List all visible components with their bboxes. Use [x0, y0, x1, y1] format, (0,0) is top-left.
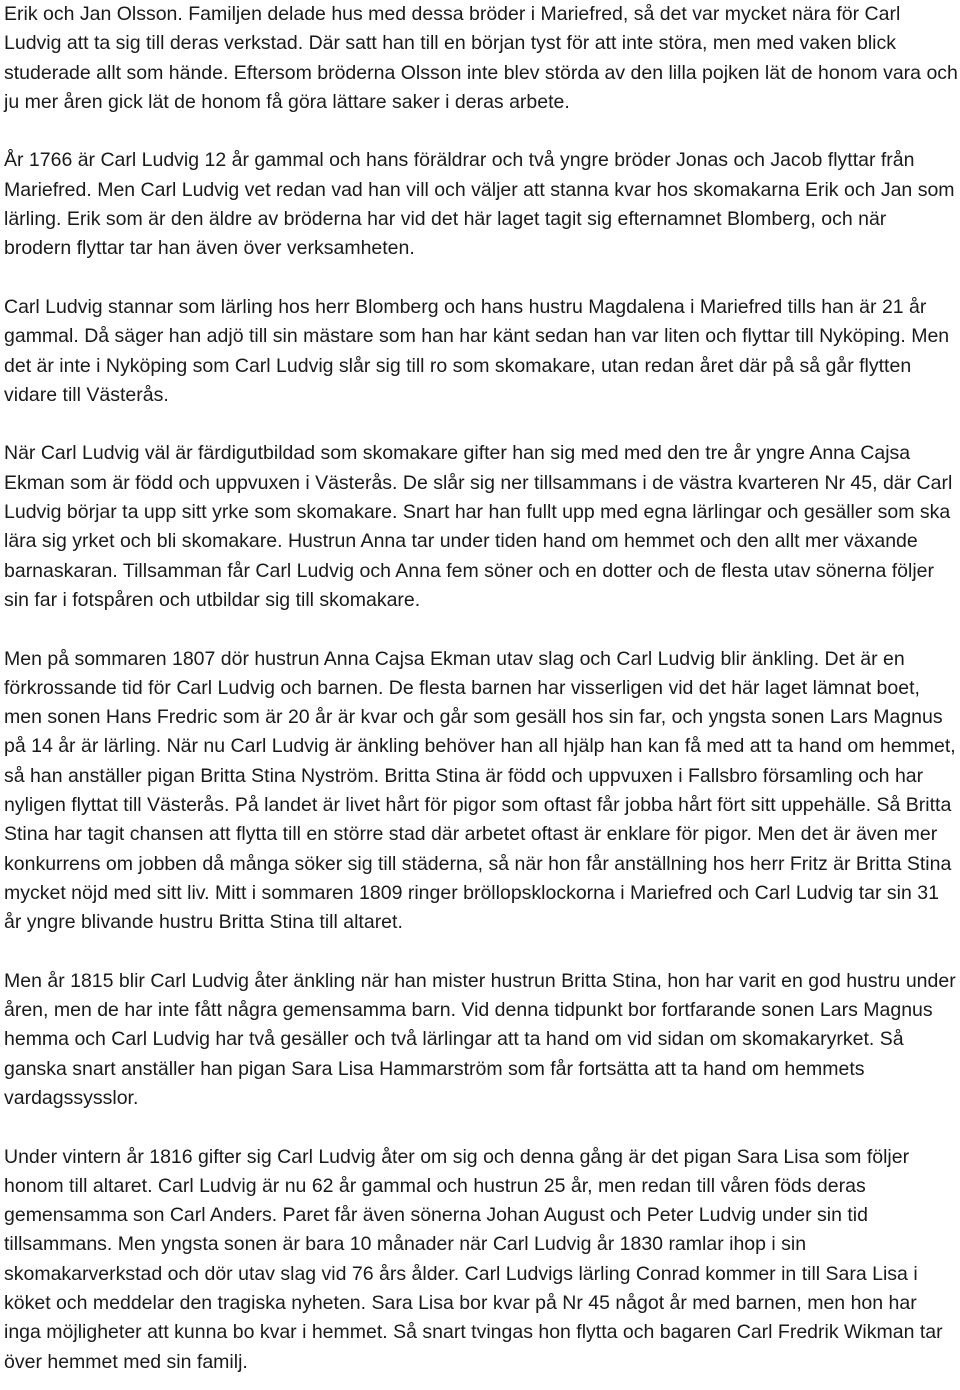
paragraph-marriage-anna-cajsa: När Carl Ludvig väl är färdigutbildad som skomakare gifter han sig med med den tre år yngre Anna Cajsa Ekman som är född och uppvuxen i Västerås. De slår sig ner tillsammans i de västra kvarteren Nr 45, där Carl Ludvig börjar ta upp sitt yrke som skomakare. Snart har han fullt upp med egna lärlingar och gesäller som ska lära sig yrket och bli skomakare. Hustrun Anna tar under tiden hand om hemmet och den allt mer växande barnaskaran. Tillsamman får Carl Ludvig och Anna fem söner och en dotter och de flesta utav sönerna följer sin far i fotspåren och utbildar sig till skomakare.: [4, 442, 953, 611]
paragraph-widower-1815: Men år 1815 blir Carl Ludvig åter änkling när han mister hustrun Britta Stina, hon har varit en god hustru under åren, men de har inte fått några gemensamma barn. Vid denna tidpunkt bor fortfarande sonen Lars Magnus hemma och Carl Ludvig har två gesäller och två lärlingar att ta hand om vid sidan om skomakaryrket. Så ganska snart anställer han pigan Sara Lisa Hammarström som får fortsätta att ta hand om hemmets vardagssysslor.: [4, 969, 956, 1109]
paragraph-move-to-vasteras: Carl Ludvig stannar som lärling hos herr Blomberg och hans hustru Magdalena i Mariefred tills han är 21 år gammal. Då säger han adjö till sin mästare som han har känt sedan han var liten och flyttar till Nyköping. Men det är inte i Nyköping som Carl Ludvig slår sig till ro som skomakare, utan redan året där på så går flytten vidare till Västerås.: [4, 295, 950, 406]
paragraph-workshop-childhood: Erik och Jan Olsson. Familjen delade hus med dessa bröder i Mariefred, så det var mycket nära för Carl Ludvig att ta sig till deras verkstad. Där satt han till en början tyst för att inte störa, men med vaken blick studerade allt som hände. Eftersom bröderna Olsson inte blev störda av den lilla pojken lät de honom vara och ju mer åren gick lät de honom få göra lättare saker i deras arbete.: [4, 3, 958, 113]
paragraph-marriage-sara-lisa: Under vintern år 1816 gifter sig Carl Ludvig åter om sig och denna gång är det pigan Sara Lisa som följer honom till altaret. Carl Ludvig är nu 62 år gammal och hustrun 25 år, men redan till våren föds deras gemensamma son Carl Anders. Paret får även sönerna Johan August och Peter Ludvig under sin tid tillsammans. Men yngsta sonen är bara 10 månader när Carl Ludvig år 1830 ramlar ihop i sin skomakarverkstad och dör utav slag vid 76 års ålder. Carl Ludvigs lärling Conrad kommer in till Sara Lisa i köket och meddelar den tragiska nyheten. Sara Lisa bor kvar på Nr 45 något år med barnen, men hon har inga möjligheter att kunna bo kvar i hemmet. Så snart tvingas hon flytta och bagaren Carl Fredrik Wikman tar över hemmet med sin familj.: [4, 1145, 943, 1373]
paragraph-apprentice-1766: År 1766 är Carl Ludvig 12 år gammal och hans föräldrar och två yngre bröder Jonas och Jacob flyttar från Mariefred. Men Carl Ludvig vet redan vad han vill och väljer att stanna kvar hos skomakarna Erik och Jan som lärling. Erik som är den äldre av bröderna har vid det här laget tagit sig efternamnet Blomberg, och när brodern flyttar tar han även över verksamheten.: [4, 149, 955, 260]
paragraph-widower-1807: Men på sommaren 1807 dör hustrun Anna Cajsa Ekman utav slag och Carl Ludvig blir änkling. Det är en förkrossande tid för Carl Ludvig och barnen. De flesta barnen har visserligen vid det här laget lämnat boet, men sonen Hans Fredric som är 20 år är kvar och går som gesäll hos sin far, och yngsta sonen Lars Magnus på 14 år är lärling. När nu Carl Ludvig är änkling behöver han all hjälp han kan få med att ta hand om hemmet, så han anställer pigan Britta Stina Nyström. Britta Stina är född och uppvuxen i Fallsbro församling och har nyligen flyttat till Västerås. På landet är livet hårt för pigor som oftast får jobba hårt fört sitt uppehälle. Så Britta Stina har tagit chansen att flytta till en större stad där arbetet oftast är enklare för pigor. Men det är även mer konkurrens om jobben då många söker sig till städerna, så när hon får anställning hos herr Fritz är Britta Stina mycket nöjd med sitt liv. Mitt i sommaren 1809 ringer bröllopsklockorna i Mariefred och Carl Ludvig tar sin 31 år yngre blivande hustru Britta Stina till altaret.: [4, 647, 956, 934]
